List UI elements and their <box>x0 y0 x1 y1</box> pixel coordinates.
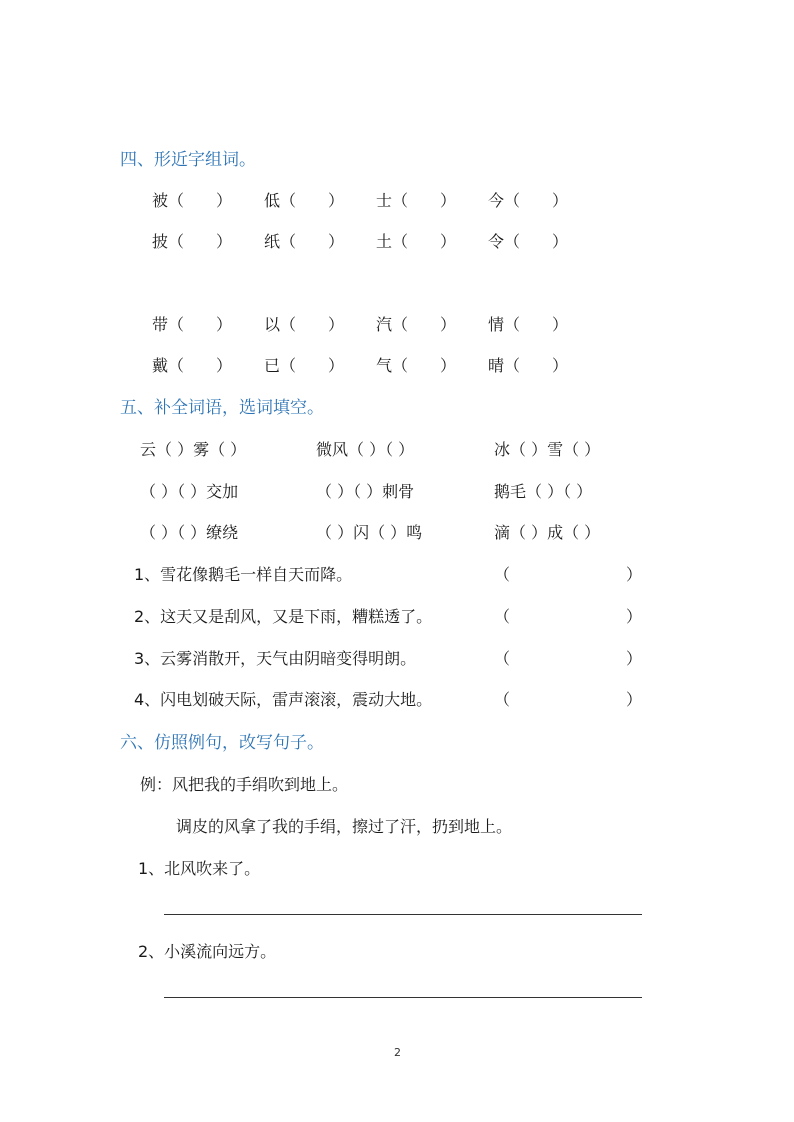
sentence-text: 2、这天又是刮风，又是下雨，糟糕透了。 <box>134 607 433 626</box>
word-cell: 披（ ） <box>152 232 233 251</box>
word-cell: 今（ ） <box>488 191 569 210</box>
rewrite-item-2: 2、小溪流向远方。 <box>138 942 277 961</box>
word-cell: 气（ ） <box>376 356 457 375</box>
answer-line-2[interactable] <box>164 997 642 998</box>
idiom-cell: （ ）（ ）缭绕 <box>140 523 239 542</box>
word-cell: 戴（ ） <box>152 356 233 375</box>
word-cell: 士（ ） <box>376 191 457 210</box>
word-cell: 汽（ ） <box>376 315 457 334</box>
section-4-title: 四、形近字组词。 <box>120 150 256 170</box>
word-cell: 土（ ） <box>376 232 457 251</box>
idiom-cell: （ ）（ ）交加 <box>140 482 239 501</box>
answer-open-paren[interactable]: （ <box>494 607 511 626</box>
answer-line-1[interactable] <box>164 914 642 915</box>
example-sentence: 例：风把我的手绢吹到地上。 <box>140 775 349 794</box>
idiom-cell: 微风（ ）（ ） <box>316 440 415 459</box>
sentence-text: 1、雪花像鹅毛一样自天而降。 <box>134 565 353 584</box>
idiom-cell: 鹅毛（ ）（ ） <box>494 482 593 501</box>
word-cell: 低（ ） <box>264 191 345 210</box>
word-cell: 晴（ ） <box>488 356 569 375</box>
answer-close-paren: ） <box>626 649 643 668</box>
answer-open-paren[interactable]: （ <box>494 565 511 584</box>
word-cell: 被（ ） <box>152 191 233 210</box>
word-cell: 已（ ） <box>264 356 345 375</box>
idiom-cell: （ ）（ ）刺骨 <box>316 482 415 501</box>
rewrite-item-1: 1、北风吹来了。 <box>138 859 261 878</box>
answer-open-paren[interactable]: （ <box>494 649 511 668</box>
word-cell: 纸（ ） <box>264 232 345 251</box>
answer-close-paren: ） <box>626 690 643 709</box>
word-cell: 情（ ） <box>488 315 569 334</box>
idiom-cell: （ ）闪（ ）鸣 <box>316 523 423 542</box>
example-rewrite: 调皮的风拿了我的手绢，擦过了汗，扔到地上。 <box>176 817 513 836</box>
word-cell: 以（ ） <box>264 315 345 334</box>
answer-open-paren[interactable]: （ <box>494 690 511 709</box>
word-cell: 带（ ） <box>152 315 233 334</box>
page-number: 2 <box>394 1046 401 1059</box>
idiom-cell: 冰（ ）雪（ ） <box>494 440 601 459</box>
section-5-title: 五、补全词语，选词填空。 <box>120 398 324 418</box>
idiom-cell: 云（ ）雾（ ） <box>140 440 247 459</box>
sentence-text: 4、闪电划破天际，雷声滚滚，震动大地。 <box>134 690 433 709</box>
answer-close-paren: ） <box>626 565 643 584</box>
idiom-cell: 滴（ ）成（ ） <box>494 523 601 542</box>
section-6-title: 六、仿照例句，改写句子。 <box>120 733 324 753</box>
sentence-text: 3、云雾消散开，天气由阴暗变得明朗。 <box>134 649 417 668</box>
answer-close-paren: ） <box>626 607 643 626</box>
word-cell: 令（ ） <box>488 232 569 251</box>
